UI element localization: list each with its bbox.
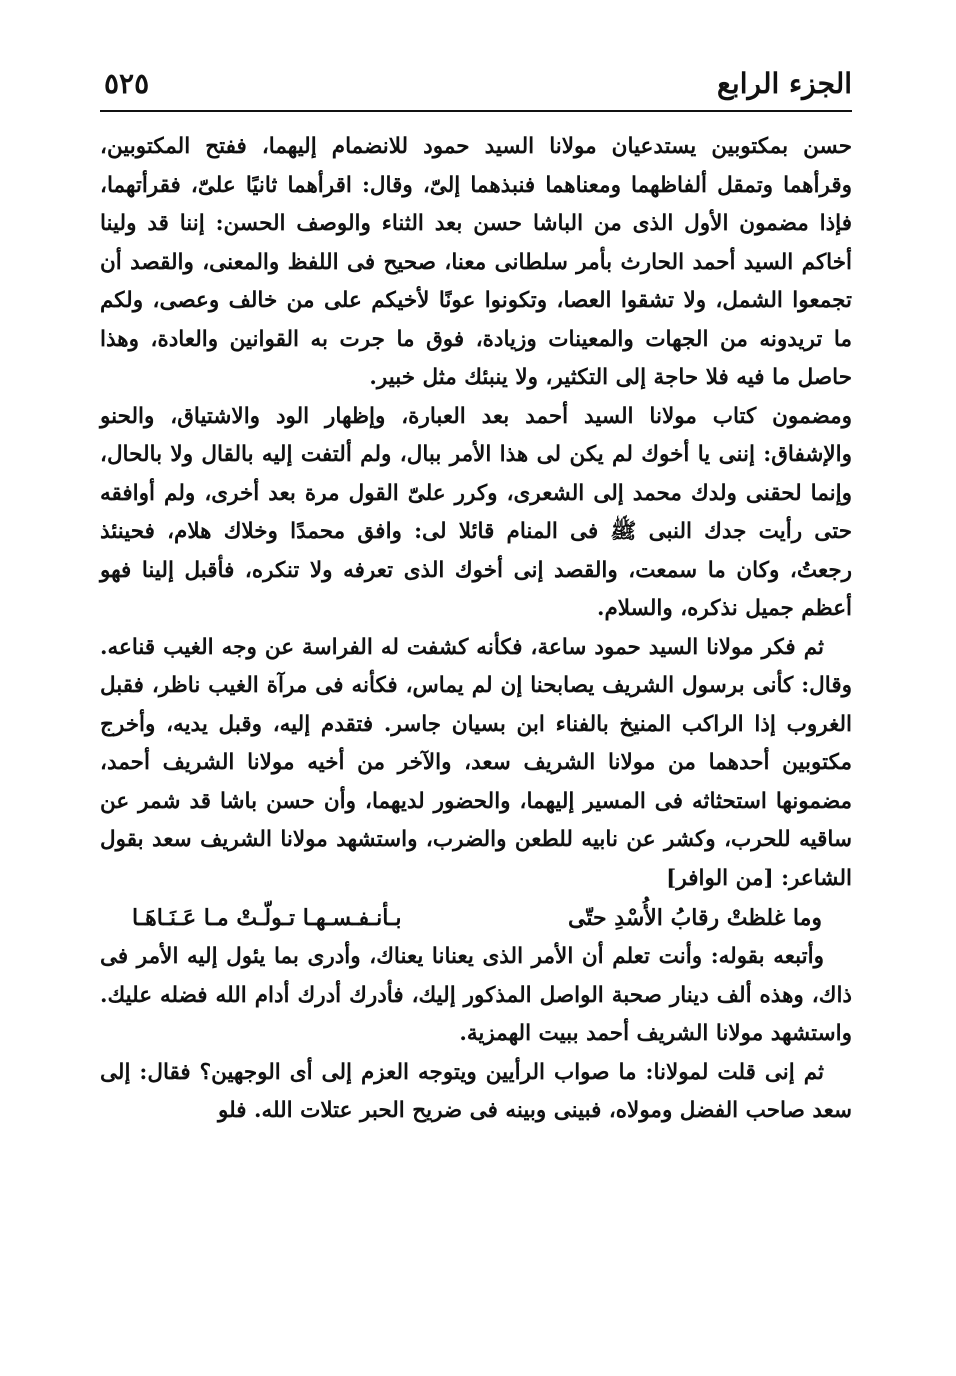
body-text	[100, 128, 852, 1131]
paragraph-2: ومضمون كتاب مولانا السيد أحمد بعد العبارة، وإظهار الود والاشتياق، والحنو والإشفاق: إننى يا أخوك لم يكن لى هذا الأمر ببال، ولم ألتفت إليه بالقال ولا بالحال، وإنما لحقنى ولدك محمد إلى الشعرى، وكرر علىّ القول مرة بعد أخرى، ولم أوافقه حتى رأيت جدك النبى ﷺ فى المنام قائلا لى: وافق محمدًا وخلاك هلام، فحينئذ رجعتُ، وكان ما سمعت، والقصد إنى أخوك الذى تعرفه ولا تنكره، فأقبل إلينا فهو أعظم جميل نذكره، والسلام.	[100, 403, 852, 621]
paragraph-5: ثم إنى قلت لمولانا: ما صواب الرأيين ويتوجه العزم إلى أى الوجهين؟ فقال: إلى سعد صاحب الفضل ومولاه، فبينى وبينه فى ضريح الحبر عتلات الله. فلو	[100, 1059, 852, 1123]
paragraph-3: ثم فكر مولانا السيد حمود ساعة، فكأنه كشفت له الفراسة عن وجه الغيب قناعه. وقال: كأنى برسول الشريف يصابحنا إن لم يماس، فكأنه فى مرآة الغيب ناظر، فقبل الغروب إذا الراكب المنيخ بالفناء ابن بسيان جاسر. فتقدم إليه، وقبل يديه، وأخرج مكتوبين أحدهما من مولانا الشريف سعد، والآخر من أخيه مولانا الشريف أحمد، مضمونها استحثاثه فى المسير إليهما، والحضور لديهما، وأن حسن باشا قد شمر عن ساقيه للحرب، وكشر عن نابيه للطعن والضرب، واستشهد مولانا الشريف سعد بقول الشاعر: [من الوافر]	[100, 634, 852, 891]
paragraph-1: حسن بمكتوبين يستدعيان مولانا السيد حمود للانضمام إليهما، ففتح المكتوبين، وقرأهما وتمقل ألفاظهما ومعناهما فنبذهما إلىّ، وقال: اقرأهما ثانيًا علىّ، فقرأتهما، فإذا مضمون الأول الذى من الباشا حسن بعد الثناء والوصف الحسن: إننا قد ولينا أخاكم السيد أحمد الحارث بأمر سلطانى معنا، صحيح فى اللفظ والمعنى، والقصد أن تجمعوا الشمل، ولا تشقوا العصا، وتكونوا عونًا لأخيكم على من خالف وعصى، ولكم ما تريدونه من الجهات والمعينات وزيادة، فوق ما جرت به القوانين والعادة، وهذا حاصل ما فيه فلا حاجة إلى التكثير، ولا ينبئك مثل خبير.	[100, 134, 852, 390]
verse-gap	[470, 898, 500, 938]
running-header	[100, 62, 852, 106]
verse-second-hemistich: بـأنـفـسـهـا تـولّـتْ مـا عَـنَـاهَـا	[132, 905, 402, 931]
paragraph-4: وأتبعه بقوله: وأنت تعلم أن الأمر الذى يعنانا يعناك، وأدرى بما يئول إليه الأمر فى ذاك، وهذه ألف دينار صحبة الواصل المذكور إليك، فأدرك أدرك أدام الله فضله عليك. واستشهد مولانا الشريف أحمد ببيت الهمزية.	[100, 944, 852, 1046]
header-title: الجزء الرابع	[717, 67, 852, 100]
page-number: ٥٢٥	[104, 67, 150, 100]
poetry-verse	[132, 898, 822, 938]
header-rule	[100, 110, 852, 112]
verse-first-hemistich: وما غلظتْ رقابُ الأُسْدِ حتّى	[568, 905, 822, 931]
